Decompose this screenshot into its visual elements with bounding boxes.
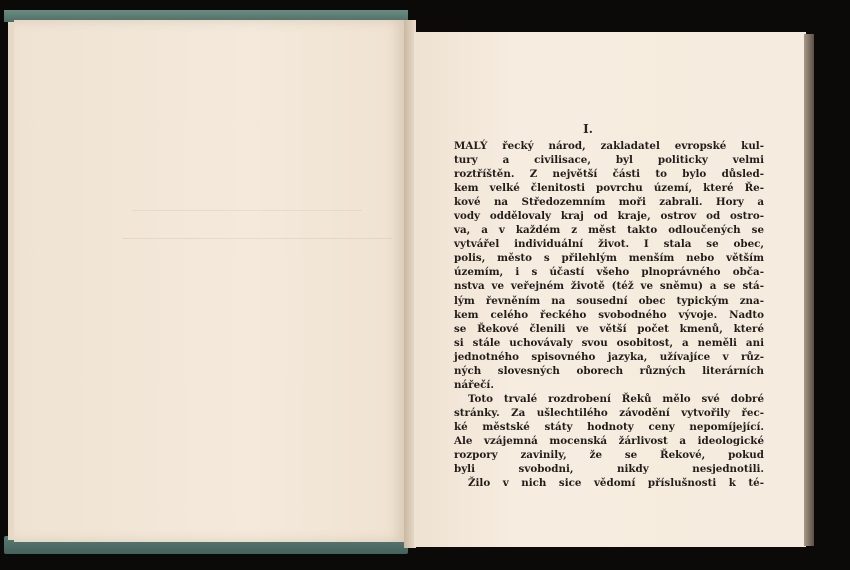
bleed-through-text bbox=[132, 210, 362, 225]
text-line: kem velké členitosti povrchu území, které Ře- bbox=[454, 182, 764, 195]
body-text bbox=[454, 139, 764, 490]
text-line: Ale vzájemná mocenská žárlivost a ideologické bbox=[454, 434, 764, 447]
text-line: kem celého řeckého svobodného vývoje. Nadto bbox=[454, 308, 764, 321]
text-line: rozpory zavinily, že se Řekové, pokud bbox=[454, 449, 764, 462]
right-page-edge bbox=[804, 34, 814, 546]
text-line: se Řekové členili ve větší počet kmenů, které bbox=[454, 322, 764, 335]
text-line: byli svobodni, nikdy nesjednotili. bbox=[454, 463, 764, 476]
text-line: roztříštěn. Z největší části to bylo důsled- bbox=[454, 168, 764, 181]
text-line: ké městské státy hodnoty ceny nepomíjející. bbox=[454, 420, 764, 433]
text-line: stránky. Za ušlechtilého závodění vytvořily řec- bbox=[454, 406, 764, 419]
chapter-heading: I. bbox=[583, 122, 593, 136]
text-line: územím, i s účastí všeho plnoprávného obča- bbox=[454, 266, 764, 279]
text-line: lým řevněním na sousední obec typickým zna- bbox=[454, 294, 764, 307]
text-line: Toto trvalé rozdrobení Řeků mělo své dobré bbox=[468, 392, 764, 405]
text-line: va, a v každém z měst takto odloučených se bbox=[454, 224, 764, 237]
text-line: vytvářel individuální život. I stala se obec, bbox=[454, 238, 764, 251]
text-line: tury a civilisace, byl politicky velmi bbox=[454, 154, 764, 167]
text-line: jednotného spisovného jazyka, užívajíce v růz- bbox=[454, 350, 764, 363]
text-line: si stále uchovávaly svou osobitost, a neměli ani bbox=[454, 336, 764, 349]
text-line: nstva ve veřejném životě (též ve sněmu) a se stá- bbox=[454, 280, 764, 293]
text-line: kové na Středozemním moři zabrali. Hory a bbox=[454, 196, 764, 209]
text-line: nářečí. bbox=[454, 378, 494, 391]
bleed-through-text bbox=[122, 238, 392, 253]
text-line: Žilo v nich sice vědomí příslušnosti k té- bbox=[468, 477, 764, 490]
text-line: MALÝ řecký národ, zakladatel evropské kul- bbox=[454, 140, 764, 152]
text-line: polis, město s přilehlým menším nebo větším bbox=[454, 252, 764, 265]
text-line: ných slovesných oborech různých literárních bbox=[454, 364, 764, 377]
text-line: vody oddělovaly kraj od kraje, ostrov od ostro- bbox=[454, 210, 764, 223]
left-page bbox=[14, 20, 406, 542]
